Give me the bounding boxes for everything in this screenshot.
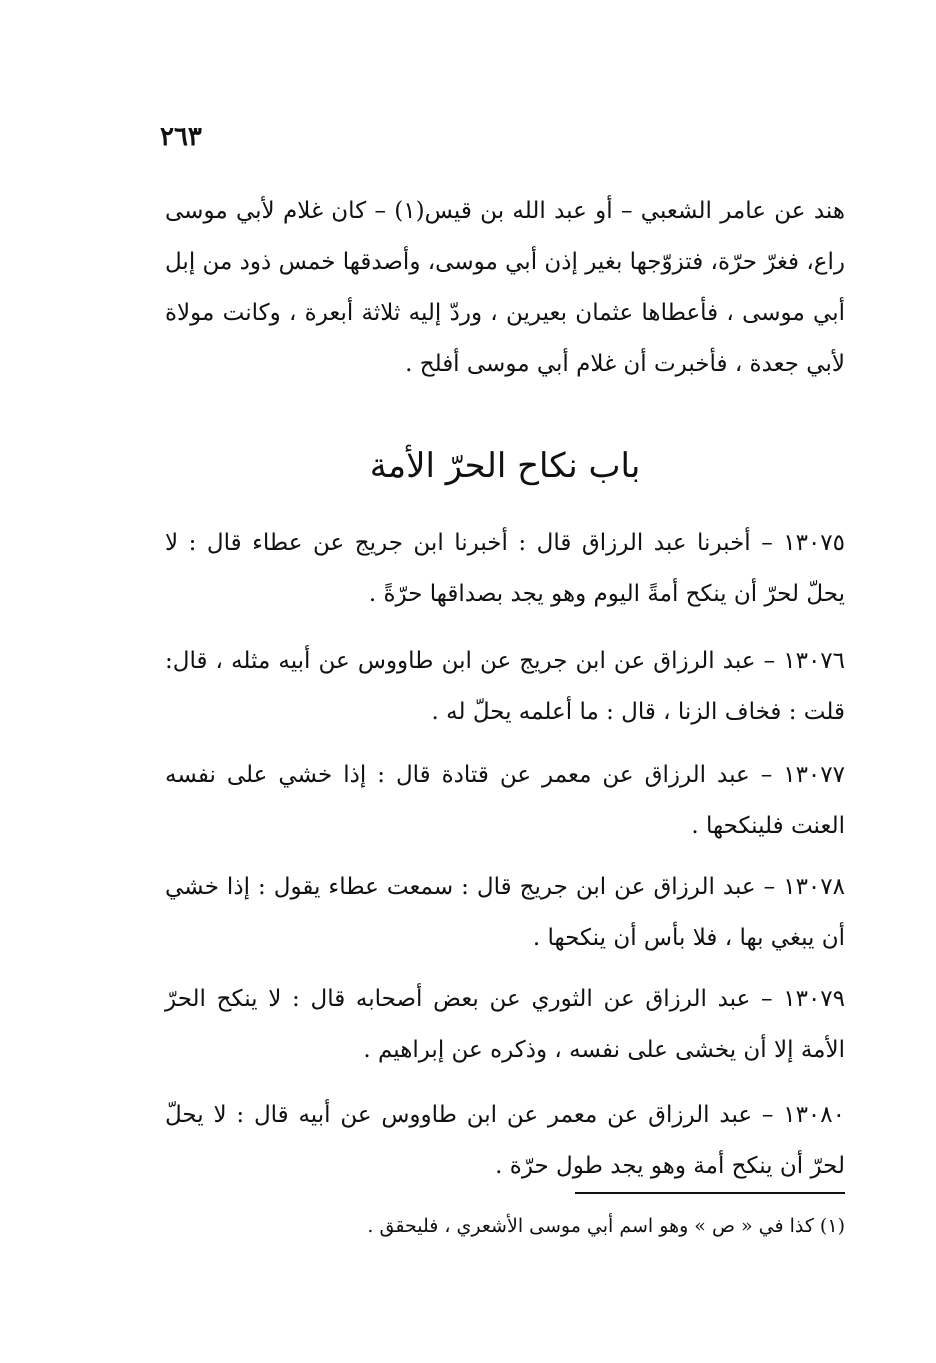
hadith-entry <box>165 862 845 964</box>
hadith-number: ١٣٠٧٧ <box>783 762 845 788</box>
hadith-number: ١٣٠٧٩ <box>783 986 846 1012</box>
page-number: ٢٦٣ <box>160 122 202 152</box>
hadith-number: ١٣٠٧٥ <box>783 530 846 556</box>
chapter-title: باب نكاح الحرّ الأمة <box>369 446 641 486</box>
hadith-number: ١٣٠٧٦ <box>783 648 846 674</box>
hadith-entry <box>165 518 845 620</box>
hadith-number: ١٣٠٨٠ <box>783 1102 845 1128</box>
intro-paragraph: هند عن عامر الشعبي – أو عبد الله بن قيس(١) – كان غلام لأبي موسى راع، فغرّ حرّة، فتزوّجها بغير إذن أبي موسى، وأصدقها خمس ذود من إبل أبي موسى ، فأعطاها عثمان بعيرين ، وردّ إليه ثلاثة أبعرة ، وكانت مولاة لأبي جعدة ، فأخبرت أن غلام أبي موسى أفلح . <box>165 198 845 377</box>
hadith-text: – أخبرنا عبد الرزاق قال : أخبرنا ابن جريج عن عطاء قال : لا يحلّ لحرّ أن ينكح أمةً اليوم وهو يجد بصداقها حرّةً . <box>165 530 845 607</box>
hadith-entry <box>165 750 845 852</box>
hadith-text: – عبد الرزاق عن الثوري عن بعض أصحابه قال : لا ينكح الحرّ الأمة إلا أن يخشى على نفسه ، وذكره عن إبراهيم . <box>165 986 845 1063</box>
footnote: (١) كذا في « ص » وهو اسم أبي موسى الأشعري ، فليحقق . <box>367 1215 845 1237</box>
hadith-text: – عبد الرزاق عن معمر عن ابن طاووس عن أبيه قال : لا يحلّ لحرّ أن ينكح أمة وهو يجد طول حرّة . <box>165 1102 845 1179</box>
hadith-number: ١٣٠٧٨ <box>783 874 845 900</box>
hadith-text: – عبد الرزاق عن ابن جريج عن ابن طاووس عن أبيه مثله ، قال: قلت : فخاف الزنا ، قال : ما أعلمه يحلّ له . <box>165 648 845 725</box>
hadith-entry <box>165 1090 845 1192</box>
hadith-text: – عبد الرزاق عن معمر عن قتادة قال : إذا خشي على نفسه العنت فلينكحها . <box>165 762 845 839</box>
hadith-text: – عبد الرزاق عن ابن جريج قال : سمعت عطاء يقول : إذا خشي أن يبغي بها ، فلا بأس أن ينكحها . <box>165 874 845 951</box>
hadith-entry <box>165 974 845 1076</box>
hadith-entry <box>165 636 845 738</box>
footnote-divider <box>575 1192 845 1194</box>
